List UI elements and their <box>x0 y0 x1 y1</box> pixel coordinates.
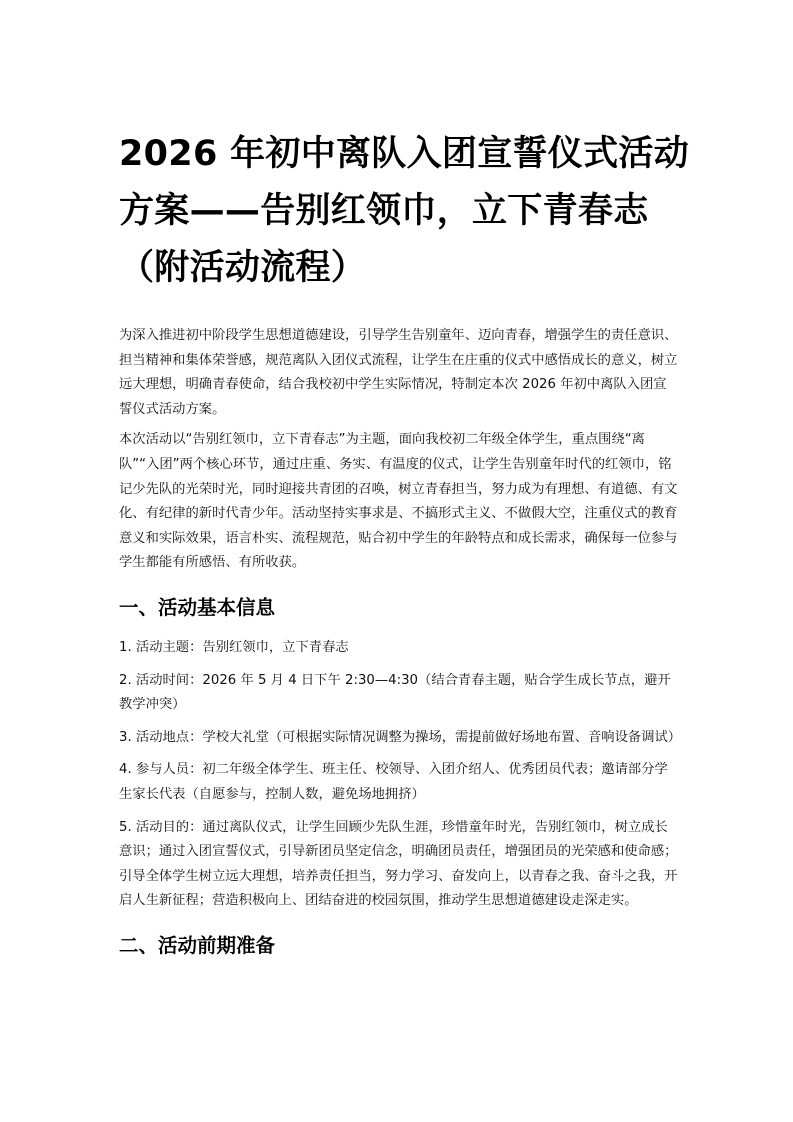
intro-paragraph-1: 为深入推进初中阶段学生思想道德建设，引导学生告别童年、迈向青春，增强学生的责任意识、担当精神和集体荣誉感，规范离队入团仪式流程，让学生在庄重的仪式中感悟成长的意义，树立远大理想，明确青春使命，结合我校初中学生实际情况，特制定本次 2026 年初中离队入团宣誓仪式活动方案。 <box>119 328 678 417</box>
info-item-theme: 1. 活动主题：告别红领巾，立下青春志 <box>119 639 349 655</box>
info-item-location: 3. 活动地点：学校大礼堂（可根据实际情况调整为操场，需提前做好场地布置、音响设备调试） <box>119 729 682 745</box>
document-title <box>119 126 689 297</box>
title-line-2: 方案——告别红领巾，立下青春志 <box>119 191 649 231</box>
title-line-1: 2026 年初中离队入团宣誓仪式活动 <box>119 134 689 174</box>
document-body <box>119 324 682 974</box>
section-heading-basic-info: 一、活动基本信息 <box>119 595 276 619</box>
info-item-purpose: 5. 活动目的：通过离队仪式，让学生回顾少先队生涯，珍惜童年时光，告别红领巾，树立成长意识；通过入团宣誓仪式，引导新团员坚定信念，明确团员责任，增强团员的光荣感和使命感；引导全体学生树立远大理想，培养责任担当，努力学习、奋发向上，以青春之我、奋斗之我，开启人生新征程；营造积极向上、团结奋进的校园氛围，推动学生思想道德建设走深走实。 <box>119 819 678 909</box>
info-item-time: 2. 活动时间：2026 年 5 月 4 日下午 2:30—4:30（结合青春主题，贴合学生成长节点，避开教学冲突） <box>119 672 671 713</box>
section-heading-preparation: 二、活动前期准备 <box>119 933 276 957</box>
title-line-3: （附活动流程） <box>119 248 367 288</box>
intro-paragraph-2: 本次活动以“告别红领巾，立下青春志”为主题，面向我校初二年级全体学生，重点围绕“离队”“入团”两个核心环节，通过庄重、务实、有温度的仪式，让学生告别童年时代的红领巾，铭记少先队的光荣时光，同时迎接共青团的召唤，树立青春担当，努力成为有理想、有道德、有文化、有纪律的新时代青少年。活动坚持实事求是、不搞形式主义、不做假大空，注重仪式的教育意义和实际效果，语言朴实、流程规范，贴合初中学生的年龄特点和成长需求，确保每一位参与学生都能有所感悟、有所收获。 <box>119 432 678 571</box>
info-item-participants: 4. 参与人员：初二年级全体学生、班主任、校领导、入团介绍人、优秀团员代表；邀请部分学生家长代表（自愿参与，控制人数，避免场地拥挤） <box>119 762 668 802</box>
